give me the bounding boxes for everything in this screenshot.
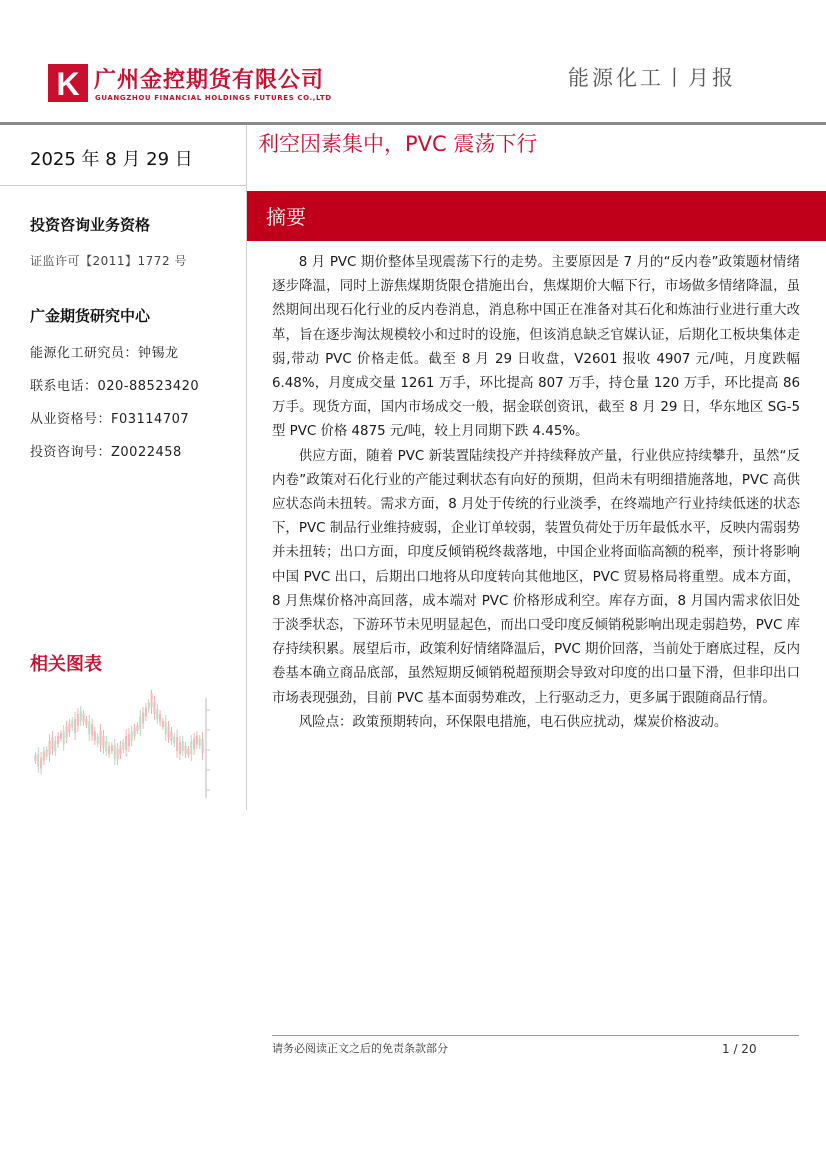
thumb-candle-body: [46, 750, 48, 757]
thumb-candle-body: [139, 717, 141, 730]
abstract-label: 摘要: [266, 205, 306, 229]
thumb-candle-body: [54, 741, 56, 751]
related-chart-thumbnail[interactable]: [28, 690, 220, 802]
thumb-candle-body: [100, 731, 102, 745]
thumb-candle-body: [199, 739, 201, 746]
thumb-candle-body: [60, 733, 62, 739]
thumb-candle-body: [165, 722, 167, 735]
paragraph: 风险点：政策预期转向，环保限电措施，电石供应扰动，煤炭价格波动。: [298, 714, 728, 730]
company-name-en: GUANGZHOU FINANCIAL HOLDINGS FUTURES CO.,LTD: [95, 94, 332, 102]
thumb-candle-body: [74, 719, 76, 733]
report-title: 利空因素集中，PVC 震荡下行: [258, 132, 538, 156]
thumb-candle-body: [168, 727, 170, 738]
thumb-candle-body: [179, 742, 181, 754]
paragraph: 供应方面，随着 PVC 新装置陆续投产并持续释放产量，行业供应持续攀升，虽然“反内卷”政策对石化行业的产能过剩状态有向好的预期，但尚未有明细措施落地，PVC 高供应状态尚未扭转。需求方面，8 月处于传统的行业淡季，在终端地产行业持续低迷的状态下，PVC 制品行业维持疲弱，企业订单较弱，装置负荷处于历年最低水平，反映内需弱势并未扭转；出口方面，印度反倾销税终裁落地，中国企业将面临高额的税率，预计将影响中国 PVC 出口，后期出口地将从印度转向其他地区，PVC 贸易格局将重塑。成本方面，8 月焦煤价格冲高回落，成本端对 PVC 价格形成利空。库存方面，8 月国内需求依旧处于淡季状态，下游环节未见明显起色，而出口受印度反倾销税影响出现走弱趋势，PVC 库存持续积累。展望后市，政策利好情绪降温后，PVC 期价回落，当前处于磨底过程，反内卷基本确立商品底部，虽然短期反倾销税超预期会导致对印度的出口量下滑，但非印出口市场表现强劲，目前 PVC 基本面弱势难改，上行驱动乏力，更多属于跟随商品行情。: [272, 448, 800, 706]
thumb-candle-body: [63, 732, 65, 745]
thumb-candle-body: [128, 734, 130, 746]
thumb-candle-body: [66, 727, 68, 738]
thumb-candle-body: [122, 743, 124, 750]
thumb-candle-body: [182, 741, 184, 751]
thumb-candle-body: [80, 711, 82, 721]
thumb-candle-body: [162, 721, 164, 727]
report-type: 能源化工丨月报: [568, 66, 736, 90]
thumb-candle-body: [71, 721, 73, 728]
thumb-candle-body: [77, 714, 79, 726]
abstract-body: [272, 251, 800, 735]
thumb-candle-body: [83, 714, 85, 722]
thumb-candle-body: [136, 725, 138, 731]
abstract-header-bar: [247, 191, 826, 241]
thumb-candle-body: [134, 728, 136, 736]
company-name-cn: 广州金控期货有限公司: [94, 68, 325, 93]
footer-divider: [272, 1035, 799, 1036]
thumb-candle-body: [111, 745, 113, 751]
thumb-candle-body: [125, 736, 127, 750]
advisory-number: 投资咨询号：Z0022458: [30, 445, 182, 460]
thumb-candle-body: [51, 737, 53, 749]
thumb-candle-body: [102, 736, 104, 748]
thumb-candle-body: [57, 736, 59, 744]
thumb-candle-body: [49, 741, 51, 755]
thumb-candle-body: [187, 749, 189, 755]
thumb-candle-body: [170, 732, 172, 741]
thumb-candle-body: [131, 731, 133, 741]
thumb-candle-body: [145, 708, 147, 717]
page-number: 1 / 20: [722, 1042, 757, 1056]
thumb-candle-body: [176, 737, 178, 751]
thumb-candle-body: [119, 746, 121, 755]
thumb-candle-body: [117, 749, 119, 760]
research-center-title: 广金期货研究中心: [30, 307, 151, 325]
thumb-candle-body: [85, 719, 87, 725]
thumb-candle-body: [94, 732, 96, 741]
thumb-candle-body: [97, 737, 99, 744]
thumb-candle-body: [193, 739, 195, 750]
report-date: 2025 年 8 月 29 日: [30, 149, 193, 170]
thumb-candle-body: [173, 737, 175, 744]
related-charts-title: 相关图表: [30, 654, 102, 675]
thumb-candle-body: [91, 725, 93, 736]
thumb-candle-body: [43, 752, 45, 761]
thumb-candle-body: [114, 746, 116, 759]
thumb-candle-body: [159, 714, 161, 722]
thumb-candle-body: [108, 746, 110, 754]
company-logo-icon: [48, 64, 88, 102]
svg-text:K: K: [56, 66, 80, 102]
thumb-candle-body: [151, 693, 153, 707]
analyst-name: 能源化工研究员：钟锡龙: [30, 346, 179, 361]
sidebar-divider: [0, 185, 246, 186]
thumb-candle-body: [196, 736, 198, 745]
contact-phone: 联系电话：020-88523420: [30, 379, 200, 394]
thumb-candle-body: [37, 754, 39, 767]
thumb-candle-body: [34, 755, 36, 761]
thumb-candle-body: [68, 724, 70, 733]
thumb-candle-body: [185, 746, 187, 754]
thumb-candle-body: [153, 702, 155, 714]
thumb-candle-body: [88, 722, 90, 735]
license-number: 证监许可【2011】1772 号: [30, 254, 187, 268]
disclaimer-text: 请务必阅读正文之后的免责条款部分: [272, 1042, 448, 1055]
thumb-candle-body: [148, 703, 150, 710]
thumb-candle-body: [105, 741, 107, 751]
thumb-candle-body: [190, 742, 192, 755]
qualification-title: 投资咨询业务资格: [30, 216, 151, 234]
thumb-candle-body: [202, 739, 204, 753]
paragraph: 8 月 PVC 期价整体呈现震荡下行的走势。主要原因是 7 月的“反内卷”政策题材情绪逐步降温，同时上游焦煤期货限仓措施出台，焦煤期价大幅下行，市场做多情绪降温，虽然期间出现石化行业的反内卷消息，消息称中国正在准备对其石化和炼油行业进行重大改革，旨在逐步淘汰规模较小和过时的设施，但该消息缺乏官媒认证，后期化工板块集体走弱,带动 PVC 价格走低。截至 8 月 29 日收盘，V2601 报收 4907 元/吨，月度跌幅 6.48%，月度成交量 1261 万手，环比提高 807 万手，持仓量 120 万手，环比提高 86 万手。现货方面，国内市场成交一般，据金联创资讯，截至 8 月 29 日，华东地区 SG-5 型 PVC 价格 4875 元/吨，较上月同期下跌 4.45%。: [272, 255, 800, 440]
header-divider: [0, 122, 826, 125]
thumb-candle-body: [156, 709, 158, 719]
qualification-number: 从业资格号：F03114707: [30, 412, 190, 427]
thumb-candle-body: [40, 758, 42, 769]
thumb-candle-body: [142, 713, 144, 724]
